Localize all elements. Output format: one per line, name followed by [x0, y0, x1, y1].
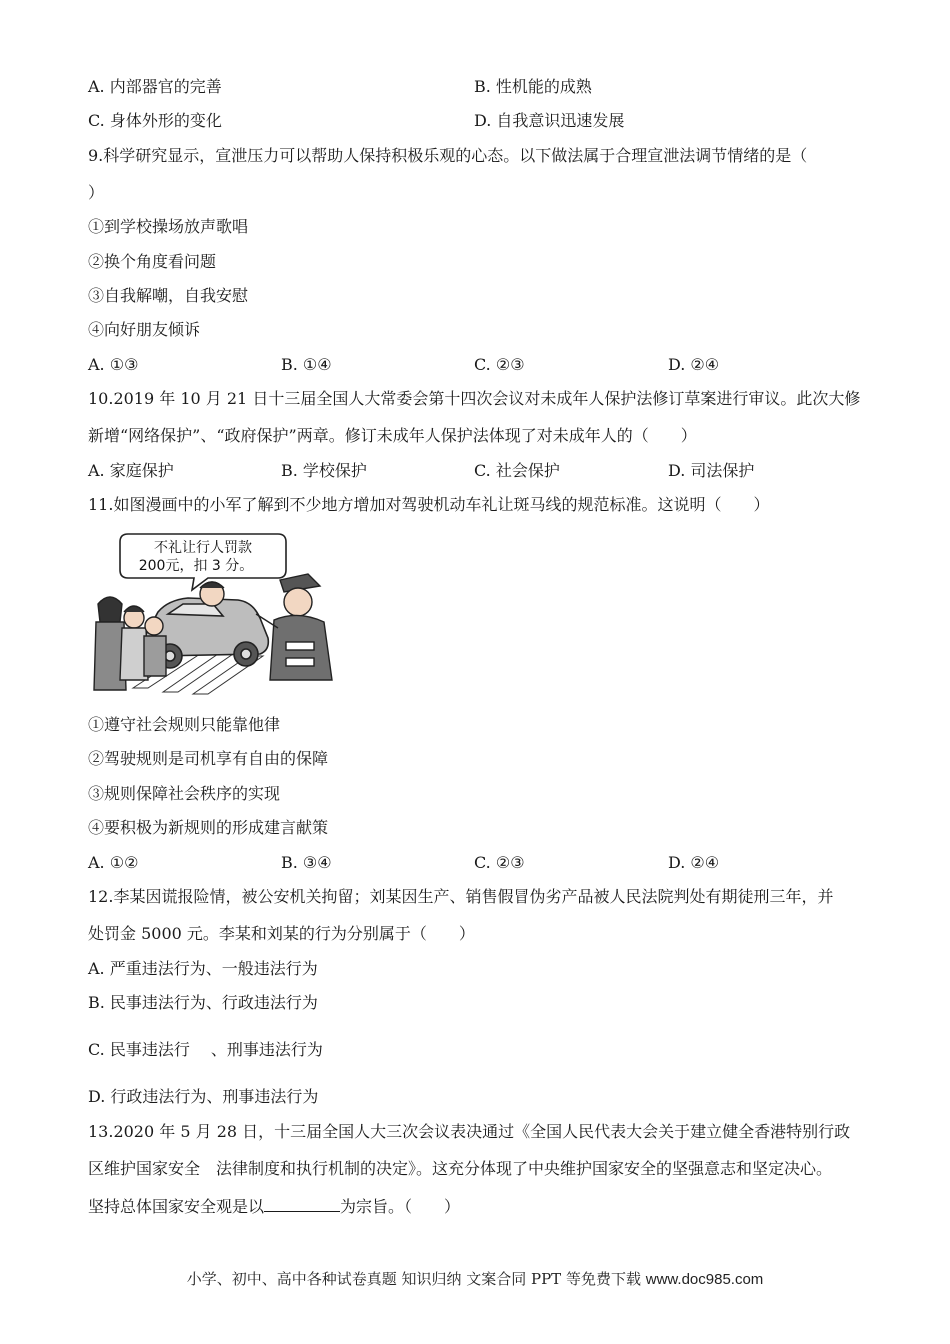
q8-option-a: A. 内部器官的完善 [88, 77, 222, 96]
q9-item-1: ①到学校操场放声歌唱 [88, 217, 249, 236]
q9-option-a: A. ①③ [88, 355, 139, 374]
q9-option-c: C. ②③ [474, 355, 525, 374]
footer-url[interactable]: www.doc985.com [645, 1271, 764, 1288]
q9-item-4: ④向好朋友倾诉 [88, 320, 201, 339]
q9-item-2: ②换个角度看问题 [88, 252, 217, 271]
q11-item-2: ②驾驶规则是司机享有自由的保障 [88, 749, 329, 768]
q10-stem-line-2: 新增“网络保护”、“政府保护”两章。修订未成年人保护法体现了对未成年人的（ ） [88, 426, 697, 445]
q12-option-c: C. 民事违法行 、刑事违法行为 [88, 1040, 323, 1059]
q9-option-b: B. ①④ [281, 355, 332, 374]
q13-stem-line-1: 13.2020 年 5 月 28 日，十三届全国人大三次会议表决通过《全国人民代表大会关于建立健全香港特别行政 [88, 1122, 851, 1141]
q10-option-a: A. 家庭保护 [88, 461, 174, 480]
q11-option-c: C. ②③ [474, 853, 525, 872]
q9-option-d: D. ②④ [668, 355, 720, 374]
q10-stem-line-1: 10.2019 年 10 月 21 日十三届全国人大常委会第十四次会议对未成年人保护法修订草案进行审议。此次大修 [88, 389, 861, 408]
q8-option-d: D. 自我意识迅速发展 [474, 111, 625, 130]
q9-stem-line-2: ） [88, 183, 105, 202]
q10-option-c: C. 社会保护 [474, 461, 560, 480]
q11-option-d: D. ②④ [668, 853, 720, 872]
q11-stem: 11.如图漫画中的小军了解到不少地方增加对驾驶机动车礼让斑马线的规范标准。这说明（ ） [88, 495, 770, 514]
q10-option-d: D. 司法保护 [668, 461, 755, 480]
q9-stem-line-1: 9.科学研究显示，宣泄压力可以帮助人保持积极乐观的心态。以下做法属于合理宣泄法调节情绪的是（ [88, 146, 808, 165]
q8-option-c: C. 身体外形的变化 [88, 111, 222, 130]
q12-stem-line-1: 12.李某因谎报险情，被公安机关拘留；刘某因生产、销售假冒伪劣产品被人民法院判处有期徒刑三年，并 [88, 887, 834, 906]
q13-stem-line-3 [88, 1197, 460, 1217]
q8-option-b: B. 性机能的成熟 [474, 77, 592, 96]
q12-option-a: A. 严重违法行为、一般违法行为 [88, 959, 318, 978]
q13-stem-part-2: 为宗旨。（ ） [340, 1197, 461, 1216]
footer-text: 小学、初中、高中各种试卷真题 知识归纳 文案合同 PPT 等免费下载 [186, 1270, 641, 1288]
q13-stem-line-2: 区维护国家安全 法律制度和执行机制的决定》。这充分体现了中央维护国家安全的坚强意志和坚定决心。 [88, 1159, 833, 1178]
q11-option-a: A. ①② [88, 853, 139, 872]
q11-item-4: ④要积极为新规则的形成建言献策 [88, 818, 329, 837]
q12-option-b: B. 民事违法行为、行政违法行为 [88, 993, 318, 1012]
q11-option-b: B. ③④ [281, 853, 332, 872]
driver-figure [200, 582, 224, 606]
q13-answer-blank [264, 1197, 340, 1212]
q12-option-d: D. 行政违法行为、刑事违法行为 [88, 1087, 319, 1106]
q13-stem-part-1: 坚持总体国家安全观是以 [88, 1197, 265, 1216]
q9-item-3: ③自我解嘲，自我安慰 [88, 286, 249, 305]
traffic-cartoon-image [88, 530, 353, 696]
q12-stem-line-2: 处罚金 5000 元。李某和刘某的行为分别属于（ ） [88, 924, 475, 943]
bubble-text-2: 200元，扣 3 分。 [138, 558, 254, 574]
bubble-text-1: 不礼让行人罚款 [154, 540, 252, 556]
q11-item-3: ③规则保障社会秩序的实现 [88, 784, 281, 803]
q10-option-b: B. 学校保护 [281, 461, 367, 480]
page-footer [0, 1269, 950, 1290]
q11-item-1: ①遵守社会规则只能靠他律 [88, 715, 281, 734]
